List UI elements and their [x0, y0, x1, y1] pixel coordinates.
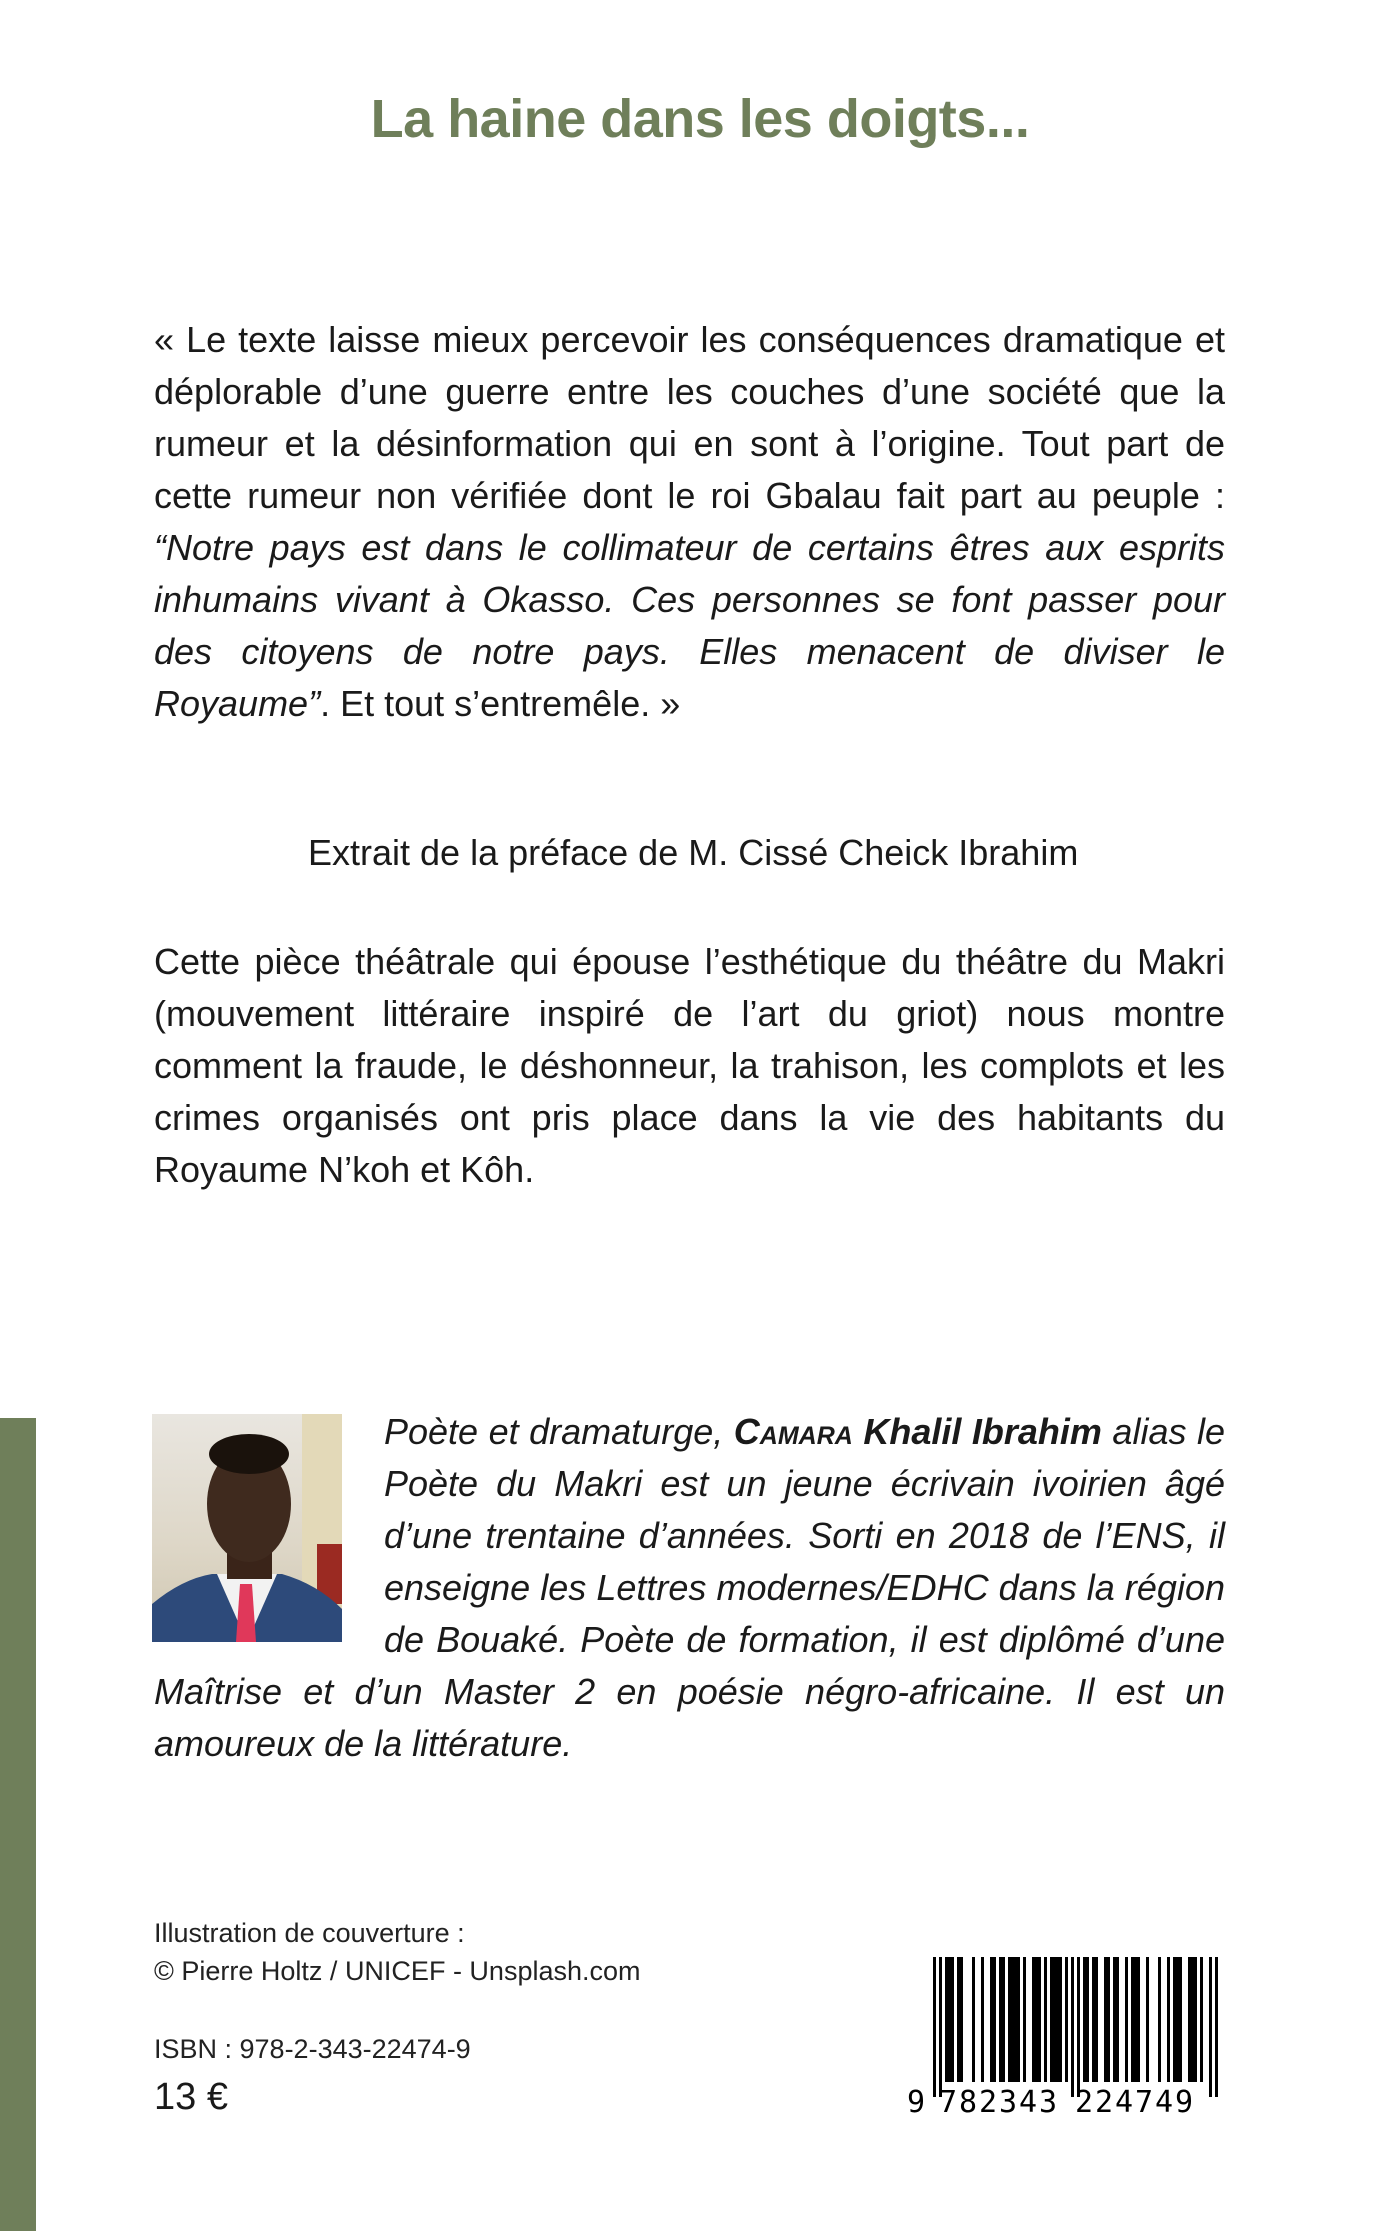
- barcode-bar: [1173, 1957, 1176, 2082]
- barcode-bar: [1017, 1957, 1020, 2082]
- barcode-bar: [960, 1957, 963, 2082]
- quote-italic: “Notre pays est dans le collimateur de certains êtres aux esprits inhumains vivant à Okasso. Ces personnes se font passer pour des citoyens de notre pays. Elles menacent de diviser le Royaume”: [154, 527, 1225, 724]
- author-given-names: Khalil Ibrahim: [852, 1411, 1102, 1452]
- barcode-bar: [957, 1957, 960, 2082]
- barcode-left-digits: 782343: [939, 2085, 1057, 2117]
- bio-text: alias le Poète du Makri est un jeune écrivain ivoirien âgé d’une trentaine d’années. Sorti en 2018 de l’ENS, il enseigne les Lettres modernes/EDHC dans la région de Bouaké. Poète de formation, il est diplômé d’une Maîtrise et d’un Master 2 en poésie négro-africaine. Il est un amoureux de la littérature.: [154, 1411, 1226, 1764]
- barcode-right-digits: 224749: [1075, 2085, 1193, 2117]
- spine-accent-bar: [0, 1418, 36, 2231]
- barcode-bar: [1053, 1957, 1056, 2082]
- barcode-bar: [1116, 1957, 1119, 2082]
- barcode-bar: [1008, 1957, 1011, 2082]
- price: 13 €: [154, 2076, 228, 2118]
- barcode-bar: [972, 1957, 975, 2082]
- barcode-bar: [1050, 1957, 1053, 2082]
- barcode-bar: [1077, 1957, 1080, 2097]
- quote-attribution: Extrait de la préface de M. Cissé Cheick Ibrahim: [308, 832, 1079, 873]
- barcode-bar: [981, 1957, 984, 2082]
- quote-text: « Le texte laisse mieux percevoir les conséquences dramatique et déplorable d’une guerre entre les couches d’une société que la rumeur et la désinformation qui en sont à l’origine. Tout part de cette rumeur non vérifiée dont le roi Gbalau fait part au peuple :: [154, 319, 1225, 516]
- author-bio: [154, 1406, 1225, 1770]
- barcode-bar: [1086, 1957, 1089, 2082]
- barcode-bar: [1134, 1957, 1137, 2082]
- barcode-bar: [948, 1957, 951, 2082]
- credits-value: © Pierre Holtz / UNICEF - Unsplash.com: [154, 1956, 641, 1986]
- author-name: [734, 1411, 1102, 1452]
- barcode-bar: [1131, 1957, 1134, 2082]
- barcode-bar: [1083, 1957, 1086, 2082]
- barcode-bar: [1056, 1957, 1059, 2082]
- barcode-bar: [933, 1957, 936, 2097]
- barcode-bar: [1044, 1957, 1047, 2082]
- book-summary: Cette pièce théâtrale qui épouse l’esthétique du théâtre du Makri (mouvement littéraire inspiré de l’art du griot) nous montre comment la fraude, le déshonneur, la trahison, les complots et les crimes organisés ont pris place dans la vie des habitants du Royaume N’koh et Kôh.: [154, 941, 1225, 1190]
- barcode-bar: [1014, 1957, 1017, 2082]
- barcode-bar: [1032, 1957, 1035, 2082]
- book-title: La haine dans les doigts...: [370, 89, 1030, 149]
- barcode-bar: [999, 1957, 1002, 2082]
- barcode-bar: [1113, 1957, 1116, 2082]
- barcode-bar: [939, 1957, 942, 2097]
- barcode-bar: [1107, 1957, 1110, 2082]
- barcode-bar: [1002, 1957, 1005, 2082]
- barcode-bar: [1194, 1957, 1197, 2082]
- barcode-bar: [1104, 1957, 1107, 2082]
- barcode-bar: [1209, 1957, 1212, 2097]
- barcode-bar: [951, 1957, 954, 2082]
- barcode-bar: [1059, 1957, 1062, 2082]
- barcode-bar: [945, 1957, 948, 2082]
- barcode-bar: [1092, 1957, 1095, 2082]
- barcode-bar: [1038, 1957, 1041, 2082]
- barcode-bar: [1011, 1957, 1014, 2082]
- barcode-bar: [993, 1957, 996, 2082]
- barcode-bar: [1095, 1957, 1098, 2082]
- barcode-bars: [933, 1957, 1218, 2097]
- credits-label: Illustration de couverture :: [154, 1918, 465, 1948]
- barcode-bar: [1035, 1957, 1038, 2082]
- barcode-bar: [1065, 1957, 1068, 2082]
- barcode: [905, 1952, 1225, 2117]
- barcode-bar: [1179, 1957, 1182, 2082]
- barcode-bar: [1071, 1957, 1074, 2097]
- barcode-bar: [1188, 1957, 1191, 2082]
- barcode-bar: [1137, 1957, 1140, 2082]
- barcode-bar: [990, 1957, 993, 2082]
- author-surname: Camara: [733, 1411, 853, 1452]
- barcode-bar: [1146, 1957, 1149, 2082]
- barcode-bar: [1167, 1957, 1170, 2082]
- barcode-bar: [1191, 1957, 1194, 2082]
- bio-intro: Poète et dramaturge,: [384, 1411, 734, 1452]
- isbn: ISBN : 978-2-343-22474-9: [154, 2034, 471, 2064]
- barcode-bar: [1158, 1957, 1161, 2082]
- barcode-first-digit: 9: [907, 2085, 926, 2117]
- barcode-bar: [1215, 1957, 1218, 2097]
- barcode-bar: [1023, 1957, 1026, 2082]
- barcode-bar: [1176, 1957, 1179, 2082]
- barcode-bar: [1125, 1957, 1128, 2082]
- quote-end: . Et tout s’entremêle. »: [320, 683, 681, 724]
- preface-quote: [154, 314, 1225, 730]
- barcode-bar: [1200, 1957, 1203, 2082]
